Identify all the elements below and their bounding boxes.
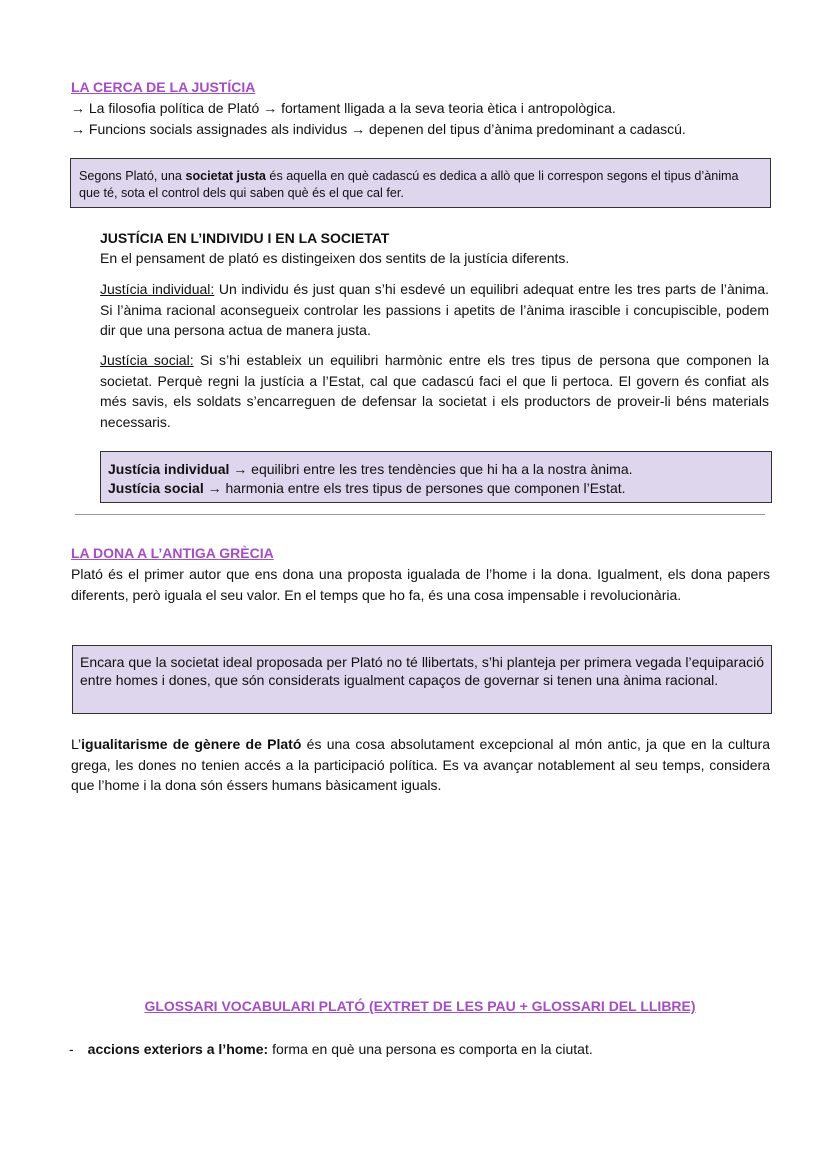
term-label: Justícia individual: — [100, 281, 215, 297]
box-text: és aquella en què cadascú es dedica a allò que li correspon segons el tipus d’ànima que té, sota el control dels qui saben què és el que cal fer. — [79, 169, 739, 200]
glossary-definition: forma en què una persona es comporta en la ciutat. — [268, 1041, 593, 1057]
subsection-intro: En el pensament de plató es distingeixen dos sentits de la justícia diferents. — [100, 250, 570, 266]
bold-term: igualitarisme de gènere de Plató — [81, 736, 302, 752]
bullet-line: → Funcions socials assignades als individus → depenen del tipus d’ànima predominant a cadascú. — [71, 121, 686, 137]
paragraph-text: és una cosa absolutament excepcional al món antic, ja que en la cultura grega, les dones no tenien accés a la participació política. Es va avançar notablement al seu temps, considera que l’home i la dona són éssers humans bàsicament iguals. — [71, 736, 770, 793]
summary-term: Justícia social — [108, 480, 204, 496]
glossary-term: accions exteriors a l’home: — [87, 1041, 269, 1057]
paragraph-text: Si s’hi estableix un equilibri harmònic entre els tres tipus de persona que componen la societat. Perquè regni la justícia a l’Estat, cal que cadascú faci el que li pertoca. El govern és confiat als més savis, els soldats s’encarreguen de defensar la societat i els productors de proveir-li béns materials necessaris. — [100, 352, 769, 430]
paragraph-text: Un individu és just quan s’hi esdevé un equilibri adequat entre les tres parts de l’ànima. Si l’ànima racional aconsegueix controlar les passions i apetits de l’ànima irascible i concupiscible, podem dir que una persona actua de manera justa. — [100, 281, 770, 338]
section-title-justicia: LA CERCA DE LA JUSTÍCIA — [71, 79, 256, 95]
definition-box — [70, 158, 771, 208]
paragraph-dona: Plató és el primer autor que ens dona una proposta igualada de l’home i la dona. Igualment, els dona papers diferents, però iguala el seu valor. En el temps que ho fa, és una cosa impensable i revolucionària. — [71, 566, 770, 603]
summary-text: → harmonia entre els tres tipus de persones que componen l’Estat. — [203, 480, 626, 496]
paragraph-justicia-social — [100, 350, 769, 432]
summary-text: → equilibri entre les tres tendències que hi ha a la nostra ànima. — [229, 461, 633, 477]
section-title-dona: LA DONA A L’ANTIGA GRÈCIA — [71, 545, 274, 561]
summary-term: Justícia individual — [108, 461, 230, 477]
box-text: Segons Plató, una — [79, 169, 186, 183]
glossary-title: GLOSSARI VOCABULARI PLATÓ (EXTRET DE LES PAU + GLOSSARI DEL LLIBRE) — [144, 998, 696, 1014]
box-bold-term: societat justa — [185, 169, 266, 183]
paragraph-igualitarisme — [71, 734, 770, 796]
bullet-line: → La filosofia política de Plató → fortament lligada a la seva teoria ètica i antropològica. — [71, 100, 616, 116]
subsection-title: JUSTÍCIA EN L’INDIVIDU I EN LA SOCIETAT — [100, 230, 390, 246]
paragraph-text: L’ — [71, 736, 82, 752]
paragraph-justicia-individual — [100, 279, 769, 341]
equality-box: Encara que la societat ideal proposada per Plató no té llibertats, s’hi planteja per primera vegada l’equiparació entre homes i dones, que són considerats igualment capaços de governar si tenen una ànima racional. — [72, 645, 772, 714]
summary-line — [108, 460, 764, 479]
glossary-item — [69, 1039, 593, 1060]
term-label: Justícia social: — [100, 352, 194, 368]
summary-box — [100, 451, 772, 503]
section-divider — [75, 514, 765, 515]
list-dash: - — [69, 1041, 74, 1057]
summary-line — [108, 479, 764, 498]
